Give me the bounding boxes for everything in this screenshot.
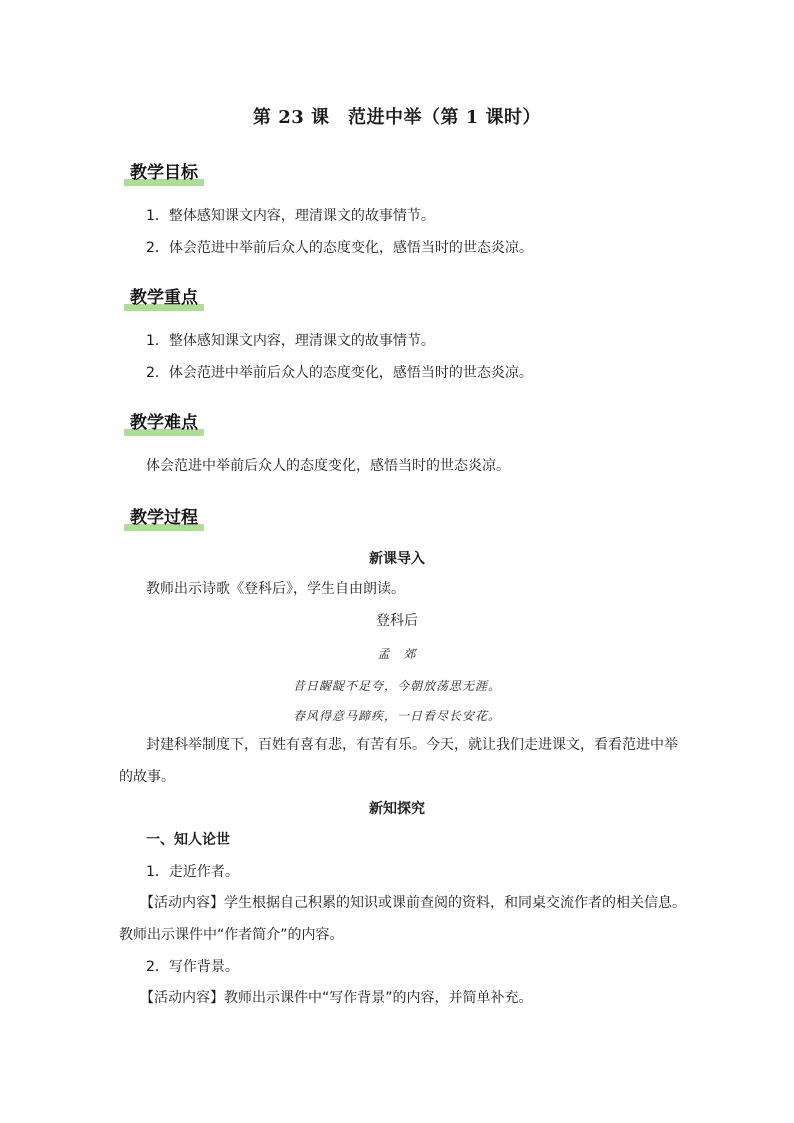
poem-line-1: 昔日龌龊不足夸，今朝放荡思无涯。 <box>292 679 501 693</box>
section-heading-goals-text: 教学目标 <box>130 163 198 183</box>
goal-item-1: 1．整体感知课文内容，理清课文的故事情节。 <box>146 208 435 224</box>
section-heading-key-points <box>124 285 204 311</box>
part1-heading: 一、知人论世 <box>146 832 230 848</box>
key-point-item-1: 1．整体感知课文内容，理清课文的故事情节。 <box>146 333 435 349</box>
step-1: 1．走近作者。 <box>146 864 239 880</box>
section-heading-difficulties <box>124 410 204 436</box>
poem-title: 登科后 <box>376 613 418 629</box>
poem-line-2: 春风得意马蹄疾，一日看尽长安花。 <box>292 709 501 723</box>
intro-heading: 新课导入 <box>369 551 425 567</box>
key-point-item-2: 2．体会范进中举前后众人的态度变化，感悟当时的世态炎凉。 <box>146 365 533 381</box>
difficulty-text: 体会范进中举前后众人的态度变化，感悟当时的世态炎凉。 <box>146 458 510 474</box>
intro-paragraph-line-1: 封建科举制度下，百姓有喜有悲，有苦有乐。今天，就让我们走进课文，看看范进中举 <box>146 737 678 753</box>
section-heading-process-text: 教学过程 <box>130 508 198 528</box>
section-heading-difficulties-text: 教学难点 <box>130 413 198 433</box>
poem-author: 孟 郊 <box>377 647 417 661</box>
intro-paragraph-line-2: 的故事。 <box>119 769 175 785</box>
section-heading-goals <box>124 160 204 186</box>
activity-1-line-1: 【活动内容】学生根据自己积累的知识或课前查阅的资料，和同桌交流作者的相关信息。 <box>140 895 686 911</box>
activity-2: 【活动内容】教师出示课件中“写作背景”的内容，并简单补充。 <box>140 990 533 1006</box>
activity-1-line-2: 教师出示课件中“作者简介”的内容。 <box>119 927 344 943</box>
explore-heading: 新知探究 <box>369 801 425 817</box>
lesson-title: 第 23 课 范进中举（第 1 课时） <box>252 107 542 128</box>
step-2: 2．写作背景。 <box>146 959 239 975</box>
section-heading-key-points-text: 教学重点 <box>130 288 198 308</box>
intro-text: 教师出示诗歌《登科后》，学生自由朗读。 <box>146 581 405 597</box>
goal-item-2: 2．体会范进中举前后众人的态度变化，感悟当时的世态炎凉。 <box>146 240 533 256</box>
section-heading-process <box>124 505 204 531</box>
